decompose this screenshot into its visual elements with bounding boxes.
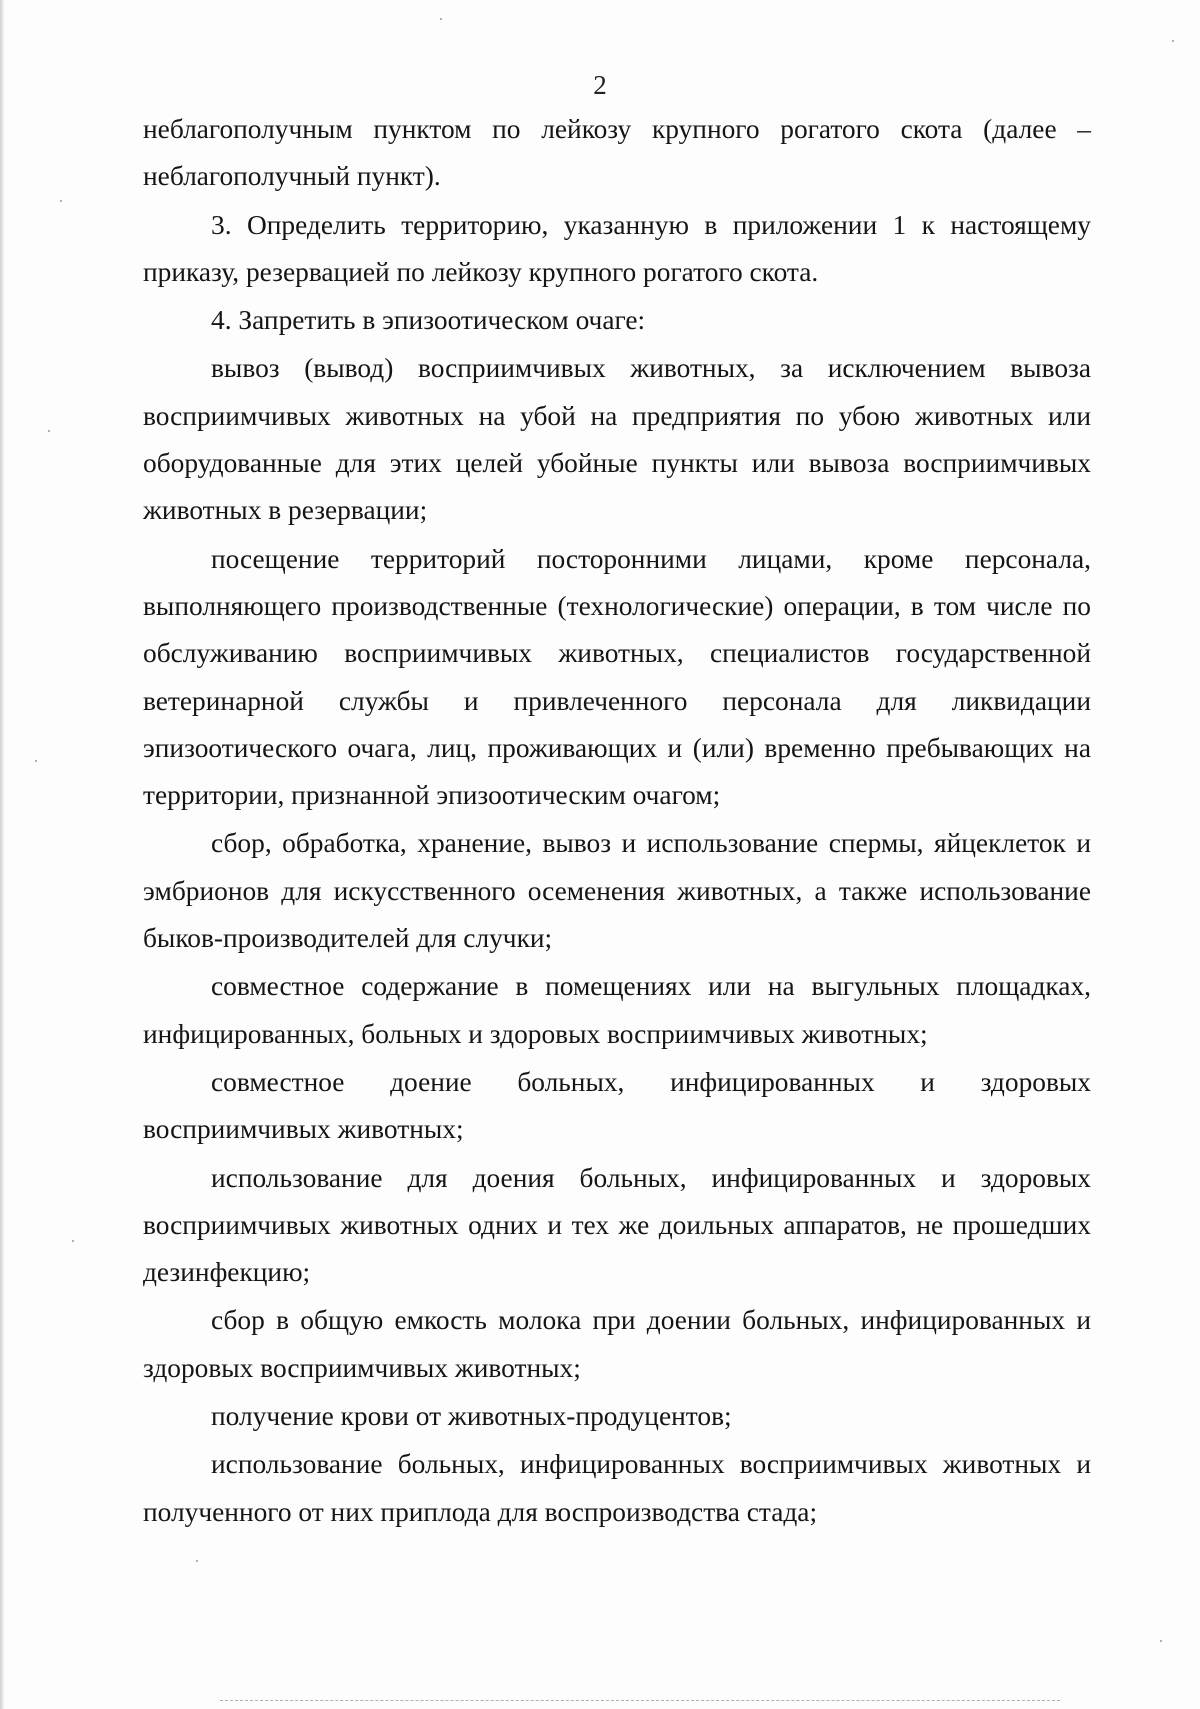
page-number: 2: [593, 70, 607, 100]
scan-edge-shadow: [0, 0, 4, 1709]
scan-speck: [1172, 40, 1174, 42]
paragraph: неблагополучным пунктом по лейкозу крупного рогатого скота (далее – неблагополучный пункт).: [143, 114, 1091, 192]
scan-speck: [35, 760, 37, 762]
scan-speck: [72, 1240, 74, 1242]
document-body: [143, 106, 1091, 1536]
paragraph: 4. Запретить в эпизоотическом очаге:: [211, 305, 646, 336]
paragraph: использование для доения больных, инфицированных и здоровых восприимчивых животных одних и тех же доильных аппаратов, не прошедших дезинфекцию;: [143, 1162, 1091, 1288]
paragraph: вывоз (вывод) восприимчивых животных, за исключением вывоза восприимчивых животных на убой на предприятия по убою животных или оборудованные для этих целей убойные пункты или вывоза восприимчивых животных в резервации;: [143, 353, 1091, 526]
paragraph: посещение территорий посторонними лицами, кроме персонала, выполняющего производственные (технологические) операции, в том числе по обслуживанию восприимчивых животных, специалистов государственной ветеринарной службы и привлеченного персонала для ликвидации эпизоотического очага, лиц, проживающих и (или) временно пребывающих на территории, признанной эпизоотическим очагом;: [143, 543, 1091, 811]
scan-speck: [196, 1560, 198, 1562]
paragraph: сбор в общую емкость молока при доении больных, инфицированных и здоровых восприимчивых животных;: [143, 1305, 1091, 1383]
scan-bottom-line: [220, 1700, 1060, 1702]
paragraph: получение крови от животных-продуцентов;: [211, 1401, 732, 1432]
scan-speck: [60, 200, 62, 202]
paragraph: совместное содержание в помещениях или на выгульных площадках, инфицированных, больных и здоровых восприимчивых животных;: [143, 971, 1091, 1049]
scan-speck: [1160, 1640, 1162, 1642]
paragraph: использование больных, инфицированных восприимчивых животных и полученного от них приплода для воспроизводства стада;: [143, 1449, 1091, 1527]
scan-speck: [48, 430, 50, 432]
scan-speck: [440, 18, 442, 20]
paragraph: сбор, обработка, хранение, вывоз и использование спермы, яйцеклеток и эмбрионов для искусственного осеменения животных, а также использование быков-производителей для случки;: [143, 828, 1091, 954]
paragraph: совместное доение больных, инфицированных и здоровых восприимчивых животных;: [143, 1066, 1091, 1145]
paragraph: 3. Определить территорию, указанную в приложении 1 к настоящему приказу, резервацией по лейкозу крупного рогатого скота.: [143, 209, 1091, 287]
